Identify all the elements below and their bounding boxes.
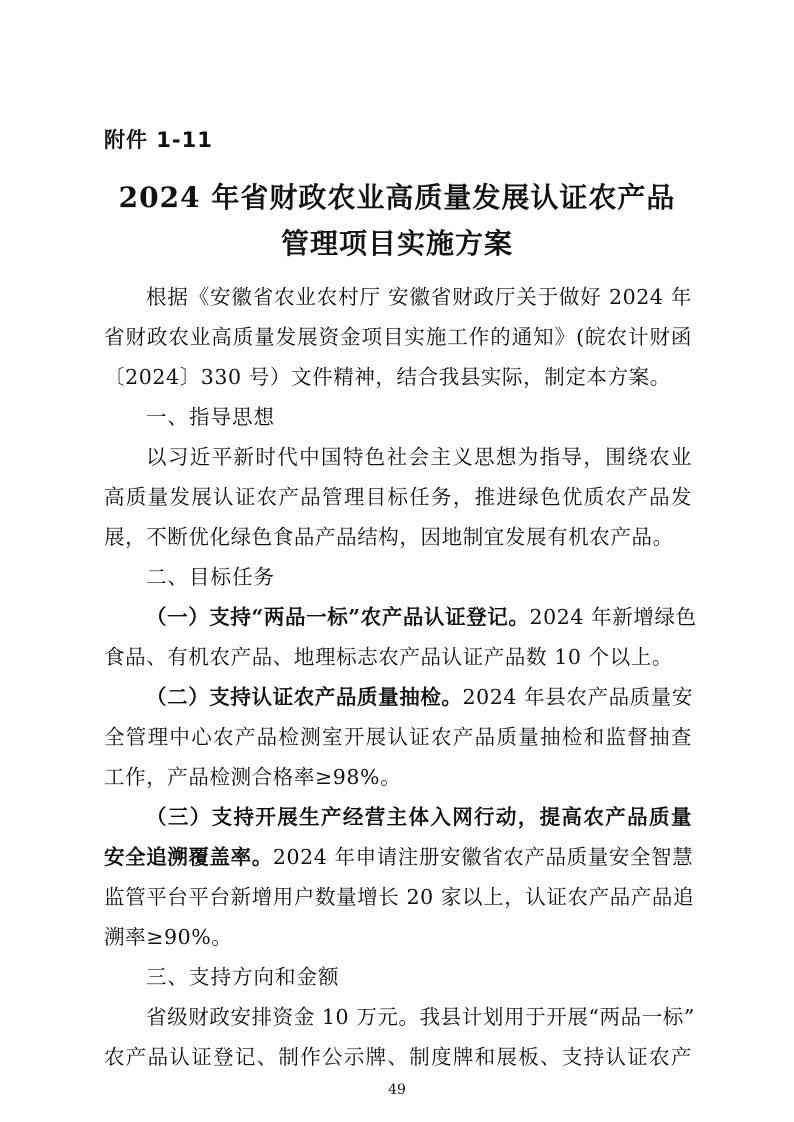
attachment-label: 附件 1-11 [104,128,213,152]
section-heading-guiding-ideology: 一、指导思想 [146,405,275,429]
target-item-1-text: 2024 年新增绿色 [529,605,697,629]
target-item-3-text: 2024 年申请注册安徽省农产品质量安全智慧 [272,845,694,869]
target-item-3-title-end: 安全追溯覆盖率。 [104,845,273,869]
document-title-line-1: 2024 年省财政农业高质量发展认证农产品 [118,181,676,214]
target-item-3-line-3: 监管平台平台新增用户数量增长 20 家以上，认证农产品产品追 [104,885,695,909]
section1-line-1: 以习近平新时代中国特色社会主义思想为指导，围绕农业 [146,445,692,469]
intro-line-1: 根据《安徽省农业农村厅 安徽省财政厅关于做好 2024 年 [146,285,692,309]
section3-line-2: 农产品认证登记、制作公示牌、制度牌和展板、支持认证农产 [104,1045,692,1069]
target-item-1-title: （一）支持“两品一标”农产品认证登记。 [146,605,530,629]
page-number: 49 [388,1082,406,1098]
target-item-2-line-2: 全管理中心农产品检测室开展认证农产品质量抽检和监督抽查 [104,725,692,749]
target-item-2-title: （二）支持认证农产品质量抽检。 [146,685,463,709]
target-item-3-line-1: （三）支持开展生产经营主体入网行动，提高农产品质量 [146,805,692,829]
section1-line-3: 展，不断优化绿色食品产品结构，因地制宜发展有机农产品。 [104,525,674,549]
intro-line-2: 省财政农业高质量发展资金项目实施工作的通知》(皖农计财函 [104,325,692,349]
target-item-3-line-2 [104,837,692,877]
target-item-1-line-2: 食品、有机农产品、地理标志农产品认证产品数 10 个以上。 [104,645,674,669]
intro-line-3: 〔2024〕330 号）文件精神，结合我县实际，制定本方案。 [104,365,671,389]
target-item-3-line-4: 溯率≥90%。 [104,925,233,949]
target-item-2-line-3: 工作，产品检测合格率≥98%。 [104,765,402,789]
section1-line-2: 高质量发展认证农产品管理目标任务，推进绿色优质农产品发 [104,485,692,509]
target-item-2-text: 2024 年县农产品质量安 [462,685,693,709]
document-title-line-2: 管理项目实施方案 [280,227,513,260]
section3-line-1: 省级财政安排资金 10 万元。我县计划用于开展“两品一标” [146,1005,695,1029]
target-item-2-line-1 [146,677,692,717]
target-item-1-line-1 [146,597,697,637]
section-heading-targets: 二、目标任务 [146,565,275,589]
section-heading-funding: 三、支持方向和金额 [146,965,340,989]
